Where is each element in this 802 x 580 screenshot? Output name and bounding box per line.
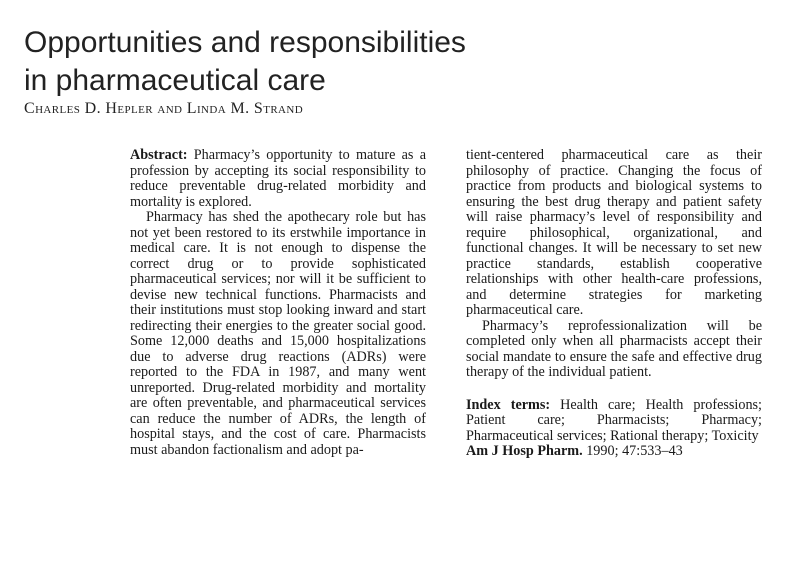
authors-byline: Charles D. Hepler and Linda M. Strand [24,100,304,117]
citation [466,444,762,460]
article-title [24,24,764,100]
abstract-column-left [130,148,426,458]
abstract-paragraph-2: Pharmacy has shed the apothecary role but has not yet been restored to its erstwhile importance in medical care. It is not enough to dispense the correct drug or to provide sophisticated pharmaceutical services; nor will it be sufficient to devise new technical functions. Pharmacists and their institutions must stop looking inward and start redirecting their energies to the greater social good. Some 12,000 deaths and 15,000 hospitalizations due to adverse drug reactions (ADRs) were reported to the FDA in 1987, and many went unreported. Drug-related morbidity and mortality are often preventable, and pharmaceutical services can reduce the number of ADRs, the length of hospital stays, and the cost of care. Pharmacists must abandon factionalism and adopt pa- [130,209,426,458]
title-line-1: Opportunities and responsibilities [24,26,466,60]
abstract-paragraph-3: Pharmacy’s reprofessionalization will be completed only when all pharmacists accept their social mandate to ensure the safe and effective drug therapy of the individual patient. [466,317,762,380]
citation-details: 1990; 47:533–43 [582,443,683,459]
abstract-column-right [466,148,762,460]
title-line-2: in pharmaceutical care [24,64,326,98]
abstract-text-1: Pharmacy’s opportunity to mature as a profession by accepting its social responsibility to reduce preventable drug-related morbidity and mortality is explored. [130,147,426,210]
index-terms [466,398,762,445]
citation-journal: Am J Hosp Pharm. [466,443,583,459]
index-terms-text: Health care; Health professions; Patient care; Pharmacists; Pharmacy; Pharmaceutical services; Rational therapy; Toxicity [466,396,762,444]
abstract-paragraph-2-continued: tient-centered pharmaceutical care as their philosophy of practice. Changing the focus of practice from products and biological systems to ensuring the best drug therapy and patient safety will raise pharmacy’s level of responsibility and require philosophical, organizational, and functional changes. It will be necessary to set new practice standards, establish cooperative relationships with other health-care professions, and determine strategies for marketing pharmaceutical care. [466,147,762,318]
index-terms-label: Index terms: [466,396,551,413]
abstract-label: Abstract: [130,147,188,163]
abstract-paragraph-1 [130,148,426,210]
